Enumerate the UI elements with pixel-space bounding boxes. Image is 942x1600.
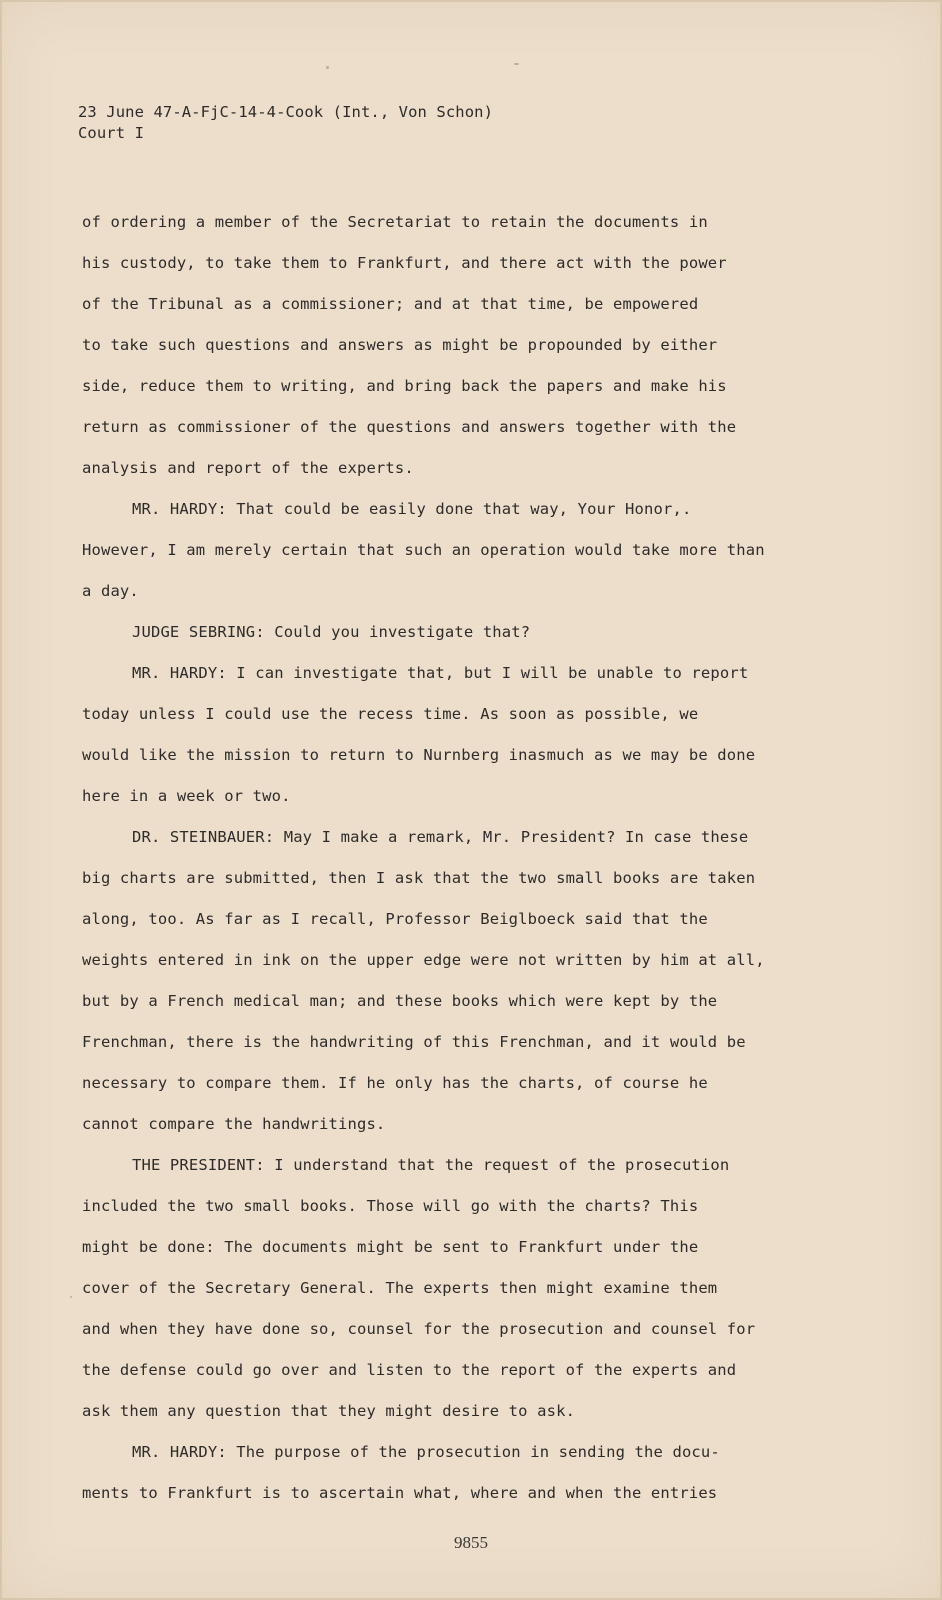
transcript-line: would like the mission to return to Nurnberg inasmuch as we may be done	[82, 746, 756, 764]
transcript-line: JUDGE SEBRING: Could you investigate that?	[132, 623, 531, 641]
transcript-line: of ordering a member of the Secretariat to retain the documents in	[82, 213, 708, 231]
transcript-line: might be done: The documents might be sent to Frankfurt under the	[82, 1238, 699, 1256]
document-header	[78, 102, 493, 144]
transcript-line: a day.	[82, 582, 139, 600]
transcript-line: included the two small books. Those will go with the charts? This	[82, 1197, 699, 1215]
transcript-line: of the Tribunal as a commissioner; and at that time, be empowered	[82, 295, 699, 313]
transcript-line: big charts are submitted, then I ask that the two small books are taken	[82, 869, 756, 887]
paper-speck	[70, 1296, 72, 1298]
transcript-line: necessary to compare them. If he only has the charts, of course he	[82, 1074, 708, 1092]
transcript-line: ments to Frankfurt is to ascertain what, where and when the entries	[82, 1484, 718, 1502]
transcript-line: cannot compare the handwritings.	[82, 1115, 386, 1133]
transcript-line: but by a French medical man; and these books which were kept by the	[82, 992, 718, 1010]
transcript-line: Frenchman, there is the handwriting of this Frenchman, and it would be	[82, 1033, 746, 1051]
transcript-line: MR. HARDY: I can investigate that, but I will be unable to report	[132, 664, 749, 682]
transcript-line: THE PRESIDENT: I understand that the request of the prosecution	[132, 1156, 730, 1174]
paper-speck	[326, 66, 329, 69]
paper-speck	[514, 63, 519, 65]
transcript-line: cover of the Secretary General. The experts then might examine them	[82, 1279, 718, 1297]
header-court-line: Court I	[78, 124, 145, 142]
transcript-line: However, I am merely certain that such an operation would take more than	[82, 541, 765, 559]
transcript-line: side, reduce them to writing, and bring back the papers and make his	[82, 377, 727, 395]
transcript-line: MR. HARDY: That could be easily done that way, Your Honor,.	[132, 500, 692, 518]
transcript-line: to take such questions and answers as might be propounded by either	[82, 336, 718, 354]
transcript-line: ask them any question that they might desire to ask.	[82, 1402, 576, 1420]
transcript-line: his custody, to take them to Frankfurt, and there act with the power	[82, 254, 727, 272]
transcript-line: analysis and report of the experts.	[82, 459, 414, 477]
header-reference-line: 23 June 47-A-FjC-14-4-Cook (Int., Von Schon)	[78, 103, 493, 121]
transcript-line: DR. STEINBAUER: May I make a remark, Mr. President? In case these	[132, 828, 749, 846]
page-number: 9855	[454, 1533, 488, 1552]
transcript-line: return as commissioner of the questions and answers together with the	[82, 418, 737, 436]
transcript-line: here in a week or two.	[82, 787, 291, 805]
transcript-line: MR. HARDY: The purpose of the prosecution in sending the docu-	[132, 1443, 720, 1461]
transcript-body	[82, 202, 822, 1514]
transcript-line: along, too. As far as I recall, Professor Beiglboeck said that the	[82, 910, 708, 928]
transcript-line: weights entered in ink on the upper edge were not written by him at all,	[82, 951, 765, 969]
transcript-line: today unless I could use the recess time. As soon as possible, we	[82, 705, 699, 723]
transcript-line: and when they have done so, counsel for the prosecution and counsel for	[82, 1320, 756, 1338]
transcript-line: the defense could go over and listen to the report of the experts and	[82, 1361, 737, 1379]
